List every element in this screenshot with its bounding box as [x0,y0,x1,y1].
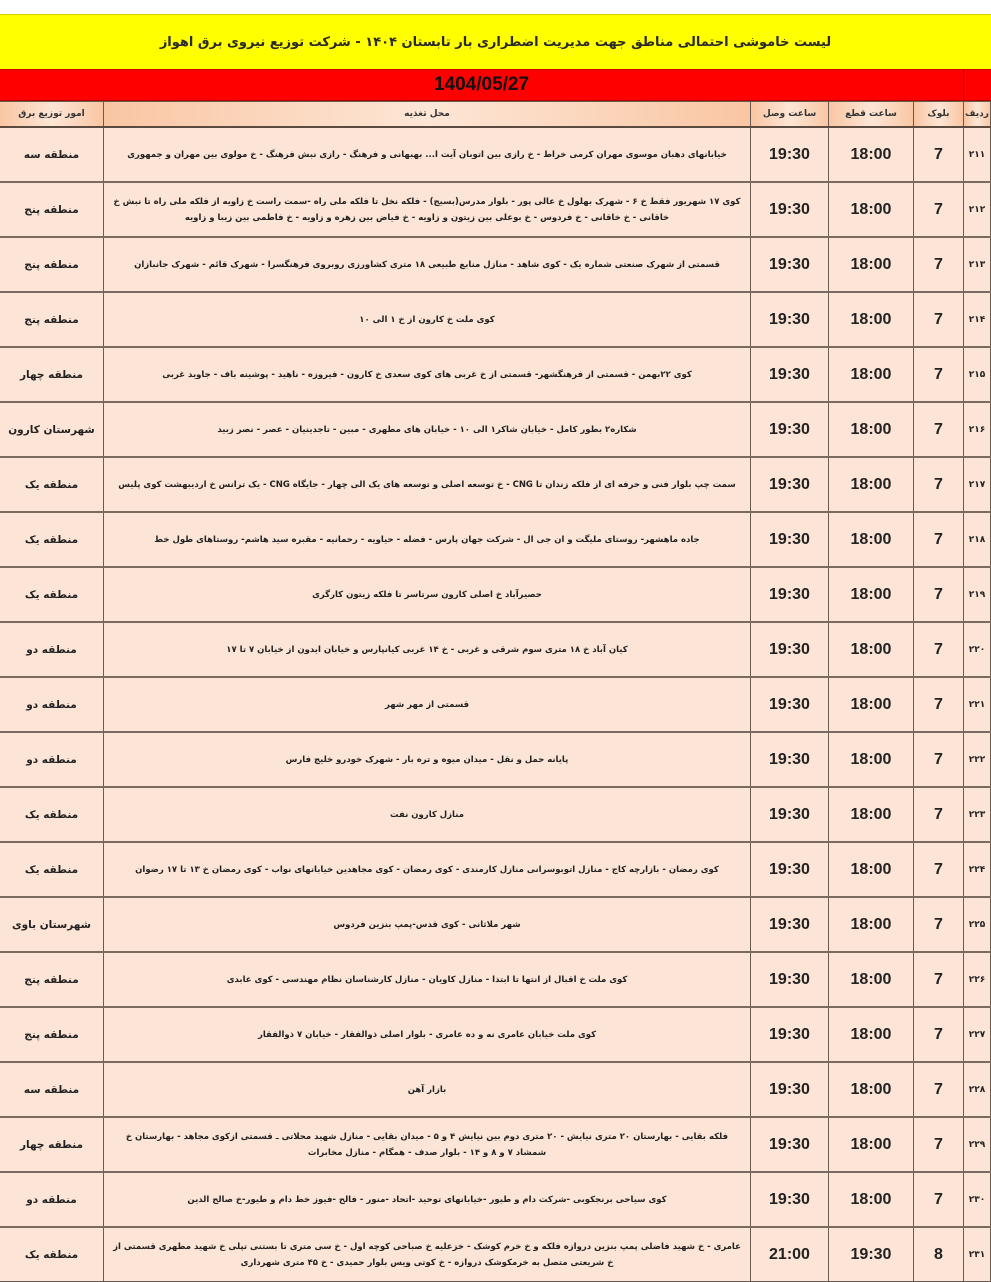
table-row [0,622,991,677]
connect-time-cell: 19:30 [751,787,829,842]
table-row [0,457,991,512]
location-cell: کوی ملت خ کارون از خ ۱ الی ۱۰ [104,292,751,347]
header-row-number: ردیف [964,102,991,128]
block-cell: 7 [914,952,964,1007]
schedule-date: 1404/05/27 [433,74,530,95]
table-row [0,677,991,732]
location-cell: سمت چپ بلوار فنی و حرفه ای از فلکه زندان تا CNG - خ توسعه اصلی و توسعه های یک الی چهار - جایگاه CNG - یک ترانس خ اردیبهشت کوی پلیس [104,457,751,512]
district-cell: منطقه یک [0,567,104,622]
cut-time-cell: 18:00 [829,1117,914,1172]
header-connect-time: ساعت وصل [751,102,829,128]
location-cell: شکاره۲ بطور کامل - خیابان شاکر۱ الی ۱۰ - خیابان های مطهری - مبین - تاجدینیان - عصر - نصر زبید [104,402,751,457]
block-cell: 7 [914,787,964,842]
cut-time-cell: 18:00 [829,732,914,787]
location-cell: فلکه بقایی - بهارستان ۲۰ متری نیایش - ۲۰ متری دوم بین نیایش ۴ و ۵ - میدان بقایی - منازل شهید محلاتی ـ قسمتی ازکوی مجاهد - بهارستان خ شمشاد ۷ و ۸ و ۱۴ - بلوار صدف - همگام - منازل مخابرات [104,1117,751,1172]
row-number-cell: ۲۲۶ [964,952,991,1007]
location-cell: قسمتی از شهرک صنعتی شماره یک - کوی شاهد - منازل منابع طبیعی ۱۸ متری کشاورزی روبروی فرهنگسرا - شهرک قائم - شهرک جانبازان [104,237,751,292]
connect-time-cell: 19:30 [751,677,829,732]
block-cell: 7 [914,457,964,512]
district-cell: منطقه دو [0,732,104,787]
connect-time-cell: 19:30 [751,567,829,622]
connect-time-cell: 19:30 [751,952,829,1007]
table-row [0,952,991,1007]
connect-time-cell: 19:30 [751,237,829,292]
cut-time-cell: 18:00 [829,677,914,732]
district-cell: منطقه دو [0,622,104,677]
district-cell: منطقه یک [0,842,104,897]
table-header-row [0,102,991,128]
table-row [0,292,991,347]
row-number-cell: ۲۱۹ [964,567,991,622]
block-cell: 7 [914,1117,964,1172]
district-cell: منطقه یک [0,457,104,512]
cut-time-cell: 18:00 [829,952,914,1007]
cut-time-cell: 19:30 [829,1227,914,1282]
connect-time-cell: 19:30 [751,1062,829,1117]
table-row [0,787,991,842]
row-number-cell: ۲۱۲ [964,182,991,237]
cut-time-cell: 18:00 [829,347,914,402]
location-cell: شهر ملاثانی - کوی قدس-پمپ بنزین فردوس [104,897,751,952]
block-cell: 7 [914,897,964,952]
cut-time-cell: 18:00 [829,292,914,347]
connect-time-cell: 19:30 [751,622,829,677]
block-cell: 7 [914,677,964,732]
row-number-cell: ۲۲۱ [964,677,991,732]
location-cell: حصیرآباد خ اصلی کارون سرتاسر تا فلکه زیتون کارگری [104,567,751,622]
district-cell: منطقه یک [0,787,104,842]
block-cell: 7 [914,1172,964,1227]
connect-time-cell: 19:30 [751,1117,829,1172]
connect-time-cell: 19:30 [751,347,829,402]
row-number-cell: ۲۱۵ [964,347,991,402]
row-number-cell: ۲۲۲ [964,732,991,787]
row-number-cell: ۲۲۷ [964,1007,991,1062]
date-banner [0,69,991,101]
connect-time-cell: 19:30 [751,182,829,237]
table-row [0,237,991,292]
cut-time-cell: 18:00 [829,402,914,457]
table-row [0,1172,991,1227]
cut-time-cell: 18:00 [829,1062,914,1117]
connect-time-cell: 19:30 [751,127,829,182]
row-number-cell: ۲۱۶ [964,402,991,457]
table-row [0,842,991,897]
block-cell: 8 [914,1227,964,1282]
connect-time-cell: 21:00 [751,1227,829,1282]
cut-time-cell: 18:00 [829,842,914,897]
district-cell: شهرستان باوی [0,897,104,952]
cut-time-cell: 18:00 [829,512,914,567]
connect-time-cell: 19:30 [751,732,829,787]
table-row [0,1062,991,1117]
location-cell: جاده ماهشهر- روستای ملیگت و ان جی ال - شرکت جهان پارس - فضله - حیاویه - رحمانیه - مقبره سید هاشم- روستاهای طول خط [104,512,751,567]
cut-time-cell: 18:00 [829,1007,914,1062]
district-cell: منطقه دو [0,1172,104,1227]
row-number-cell: ۲۳۱ [964,1227,991,1282]
row-number-cell: ۲۲۰ [964,622,991,677]
location-cell: پایانه حمل و نقل - میدان میوه و تره بار - شهرک خودرو خلیج فارس [104,732,751,787]
district-cell: منطقه یک [0,512,104,567]
row-number-cell: ۲۱۴ [964,292,991,347]
cut-time-cell: 18:00 [829,237,914,292]
header-block: بلوک [914,102,964,128]
header-location: محل تغذیه [104,102,751,128]
location-cell: کوی رمضان - بازارچه کاج - منازل اتوبوسرانی منازل کارمندی - کوی رمضان - کوی مجاهدین خیابانهای نواب - کوی رمضان خ ۱۳ تا ۱۷ رضوان [104,842,751,897]
table-row [0,402,991,457]
block-cell: 7 [914,182,964,237]
block-cell: 7 [914,842,964,897]
district-cell: منطقه یک [0,1227,104,1282]
outage-table [0,101,991,1282]
block-cell: 7 [914,622,964,677]
connect-time-cell: 19:30 [751,402,829,457]
district-cell: منطقه سه [0,1062,104,1117]
district-cell: منطقه چهار [0,347,104,402]
table-row [0,567,991,622]
connect-time-cell: 19:30 [751,842,829,897]
row-number-cell: ۲۲۴ [964,842,991,897]
row-number-cell: ۲۲۹ [964,1117,991,1172]
header-cut-time: ساعت قطع [829,102,914,128]
block-cell: 7 [914,347,964,402]
table-body [0,127,991,1282]
block-cell: 7 [914,292,964,347]
district-cell: منطقه دو [0,677,104,732]
cut-time-cell: 18:00 [829,457,914,512]
location-cell: کوی ملت خیابان عامری نه و ده عامری - بلوار اصلی ذوالفقار - خیابان ۷ ذوالفقار [104,1007,751,1062]
table-row [0,1227,991,1282]
table-row [0,512,991,567]
cut-time-cell: 18:00 [829,897,914,952]
table-row [0,897,991,952]
cut-time-cell: 18:00 [829,182,914,237]
cut-time-cell: 18:00 [829,567,914,622]
district-cell: شهرستان کارون [0,402,104,457]
table-row [0,182,991,237]
block-cell: 7 [914,567,964,622]
block-cell: 7 [914,732,964,787]
location-cell: منازل کارون نفت [104,787,751,842]
location-cell: قسمتی از مهر شهر [104,677,751,732]
cut-time-cell: 18:00 [829,622,914,677]
location-cell: کیان آباد خ ۱۸ متری سوم شرقی و غربی - خ ۱۴ غربی کیانپارس و خیابان ایدون از خیابان ۷ تا ۱۷ [104,622,751,677]
cut-time-cell: 18:00 [829,1172,914,1227]
cut-time-cell: 18:00 [829,127,914,182]
block-cell: 7 [914,127,964,182]
location-cell: خیابانهای دهبان موسوی مهران کرمی خراط - خ رازی بین اتوبان آیت ا... بهبهانی و فرهنگ - رازی نبش فرهنگ - خ مولوی بین مهران و جمهوری [104,127,751,182]
district-cell: منطقه پنج [0,292,104,347]
location-cell: کوی ۱۷ شهریور فقط خ ۶ - شهرک بهلول خ عالی پور - بلوار مدرس(بسیج) - فلکه نخل تا فلکه ملی راه -سمت راست خ زاویه از فلکه ملی راه تا نبش خ خاقانی - خ خاقانی - خ فردوس - خ بوعلی بین زیتون و زاویه - خ فیاض بین زهره و زاویه - خ فاطمی بین زیبا و زاویه [104,182,751,237]
district-cell: منطقه پنج [0,237,104,292]
connect-time-cell: 19:30 [751,457,829,512]
connect-time-cell: 19:30 [751,897,829,952]
header-district: امور توزیع برق [0,102,104,128]
row-number-cell: ۲۱۱ [964,127,991,182]
table-row [0,1007,991,1062]
row-number-cell: ۲۳۰ [964,1172,991,1227]
district-cell: منطقه پنج [0,182,104,237]
outage-schedule-sheet [0,14,991,1282]
row-number-cell: ۲۲۵ [964,897,991,952]
connect-time-cell: 19:30 [751,292,829,347]
connect-time-cell: 19:30 [751,1007,829,1062]
connect-time-cell: 19:30 [751,512,829,567]
block-cell: 7 [914,512,964,567]
date-banner-corner [963,70,991,100]
block-cell: 7 [914,402,964,457]
location-cell: کوی ملت خ اقبال از انتها تا ابتدا - منازل کاویان - منازل کارشناسان نظام مهندسی - کوی عابدی [104,952,751,1007]
district-cell: منطقه چهار [0,1117,104,1172]
district-cell: منطقه پنج [0,952,104,1007]
block-cell: 7 [914,237,964,292]
district-cell: منطقه پنج [0,1007,104,1062]
cut-time-cell: 18:00 [829,787,914,842]
location-cell: کوی سیاحی برنجکوبی -شرکت دام و طیور -خیابانهای توحید -اتحاد -منور - فالح -فیوز خط دام و طیور-خ صالح الدین [104,1172,751,1227]
table-row [0,347,991,402]
location-cell: کوی ۲۲بهمن - قسمتی از فرهنگشهر- قسمتی از خ غربی های کوی سعدی خ کارون - فیروزه - ناهید - پوشینه باف - جاوید غربی [104,347,751,402]
table-row [0,127,991,182]
row-number-cell: ۲۲۳ [964,787,991,842]
location-cell: عامری - خ شهید فاضلی پمپ بنزین دروازه فلکه و خ خرم کوشک - خزعلیه خ صباحی کوچه اول - خ سی متری تا بستنی تپلی خ شهید مطهری قسمتی از خ شریعتی متصل به خرمکوشک دروازه - خ کوتی ویس بلوار حمیدی - خ ۴۵ متری شهرداری [104,1227,751,1282]
block-cell: 7 [914,1062,964,1117]
location-cell: بازار آهن [104,1062,751,1117]
row-number-cell: ۲۱۸ [964,512,991,567]
table-row [0,1117,991,1172]
district-cell: منطقه سه [0,127,104,182]
page-title: لیست خاموشی احتمالی مناطق جهت مدیریت اضطراری بار تابستان ۱۴۰۴ - شرکت توزیع نیروی برق اهواز [0,14,991,69]
row-number-cell: ۲۱۳ [964,237,991,292]
row-number-cell: ۲۱۷ [964,457,991,512]
block-cell: 7 [914,1007,964,1062]
connect-time-cell: 19:30 [751,1172,829,1227]
row-number-cell: ۲۲۸ [964,1062,991,1117]
table-row [0,732,991,787]
